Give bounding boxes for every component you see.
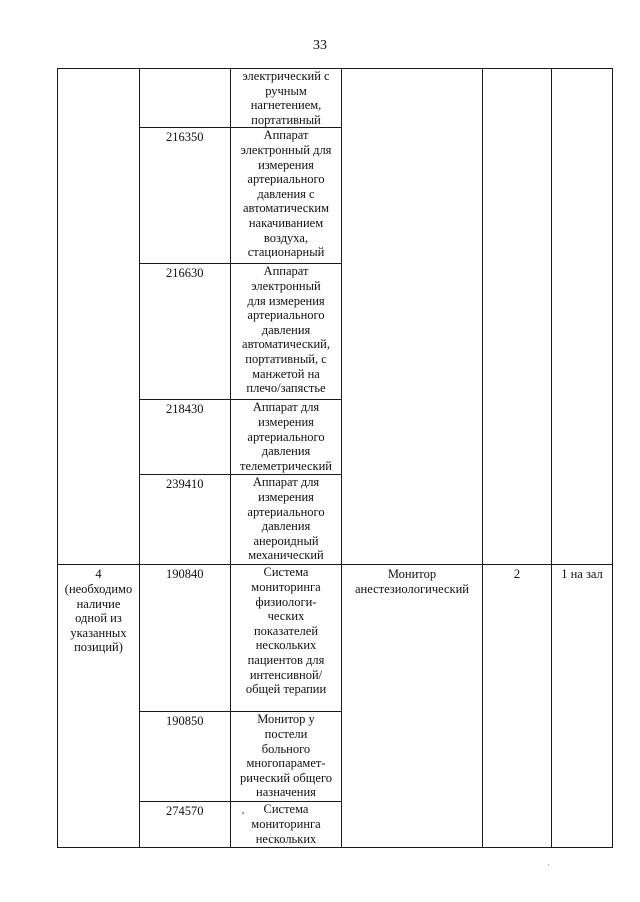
equipment-table	[57, 68, 613, 848]
code-cell: 216350	[140, 128, 231, 264]
equipment-cell	[342, 565, 483, 848]
name-cell	[231, 712, 342, 802]
code-cell: 239410	[140, 475, 231, 565]
quantity-cell	[483, 69, 552, 565]
code-cell: 218430	[140, 400, 231, 475]
name-cell	[231, 802, 342, 848]
table-row	[58, 565, 613, 712]
position-cell	[58, 565, 140, 848]
position-text: 4 (необходимо наличие одной из указанных позиций)	[64, 567, 133, 655]
name-cell	[231, 565, 342, 712]
name-cell	[231, 400, 342, 475]
name-text: Аппарат электронный для измерения артериального давления автоматический, портативный, с манжетой на плечо/запястье	[242, 264, 330, 396]
note-cell: 1 на зал	[552, 565, 613, 848]
name-text: Монитор у постели больного многопарамет- рический общего назначения	[239, 712, 333, 800]
name-text: Аппарат для измерения артериального давления анероидный механический	[247, 475, 325, 563]
position-cell	[58, 69, 140, 565]
quantity-cell: 2	[483, 565, 552, 848]
name-text: электрический с ручным нагнетением, портативный	[242, 69, 330, 127]
note-cell	[552, 69, 613, 565]
name-text: Аппарат для измерения артериального давления телеметрический	[240, 400, 332, 473]
name-cell	[231, 128, 342, 264]
scan-speck	[548, 864, 549, 865]
equipment-text: Монитор анестезиологический	[355, 567, 469, 596]
code-cell: 274570	[140, 802, 231, 848]
code-cell: 190840	[140, 565, 231, 712]
table-row	[58, 69, 613, 128]
code-cell: 216630	[140, 264, 231, 400]
name-text: Система мониторинга нескольких	[251, 802, 321, 846]
name-cell	[231, 475, 342, 565]
name-text: Система мониторинга физиологи- ческих показателей нескольких пациентов для интенсивной/ общей терапии	[245, 565, 327, 697]
name-cell	[231, 264, 342, 400]
scan-speck	[242, 812, 244, 814]
name-text: Аппарат электронный для измерения артериального давления с автоматическим накачиванием воздуха, стационарный	[240, 128, 332, 260]
equipment-cell	[342, 69, 483, 565]
code-cell: 190850	[140, 712, 231, 802]
code-cell	[140, 69, 231, 128]
name-cell	[231, 69, 342, 128]
page-number: 33	[313, 38, 327, 53]
